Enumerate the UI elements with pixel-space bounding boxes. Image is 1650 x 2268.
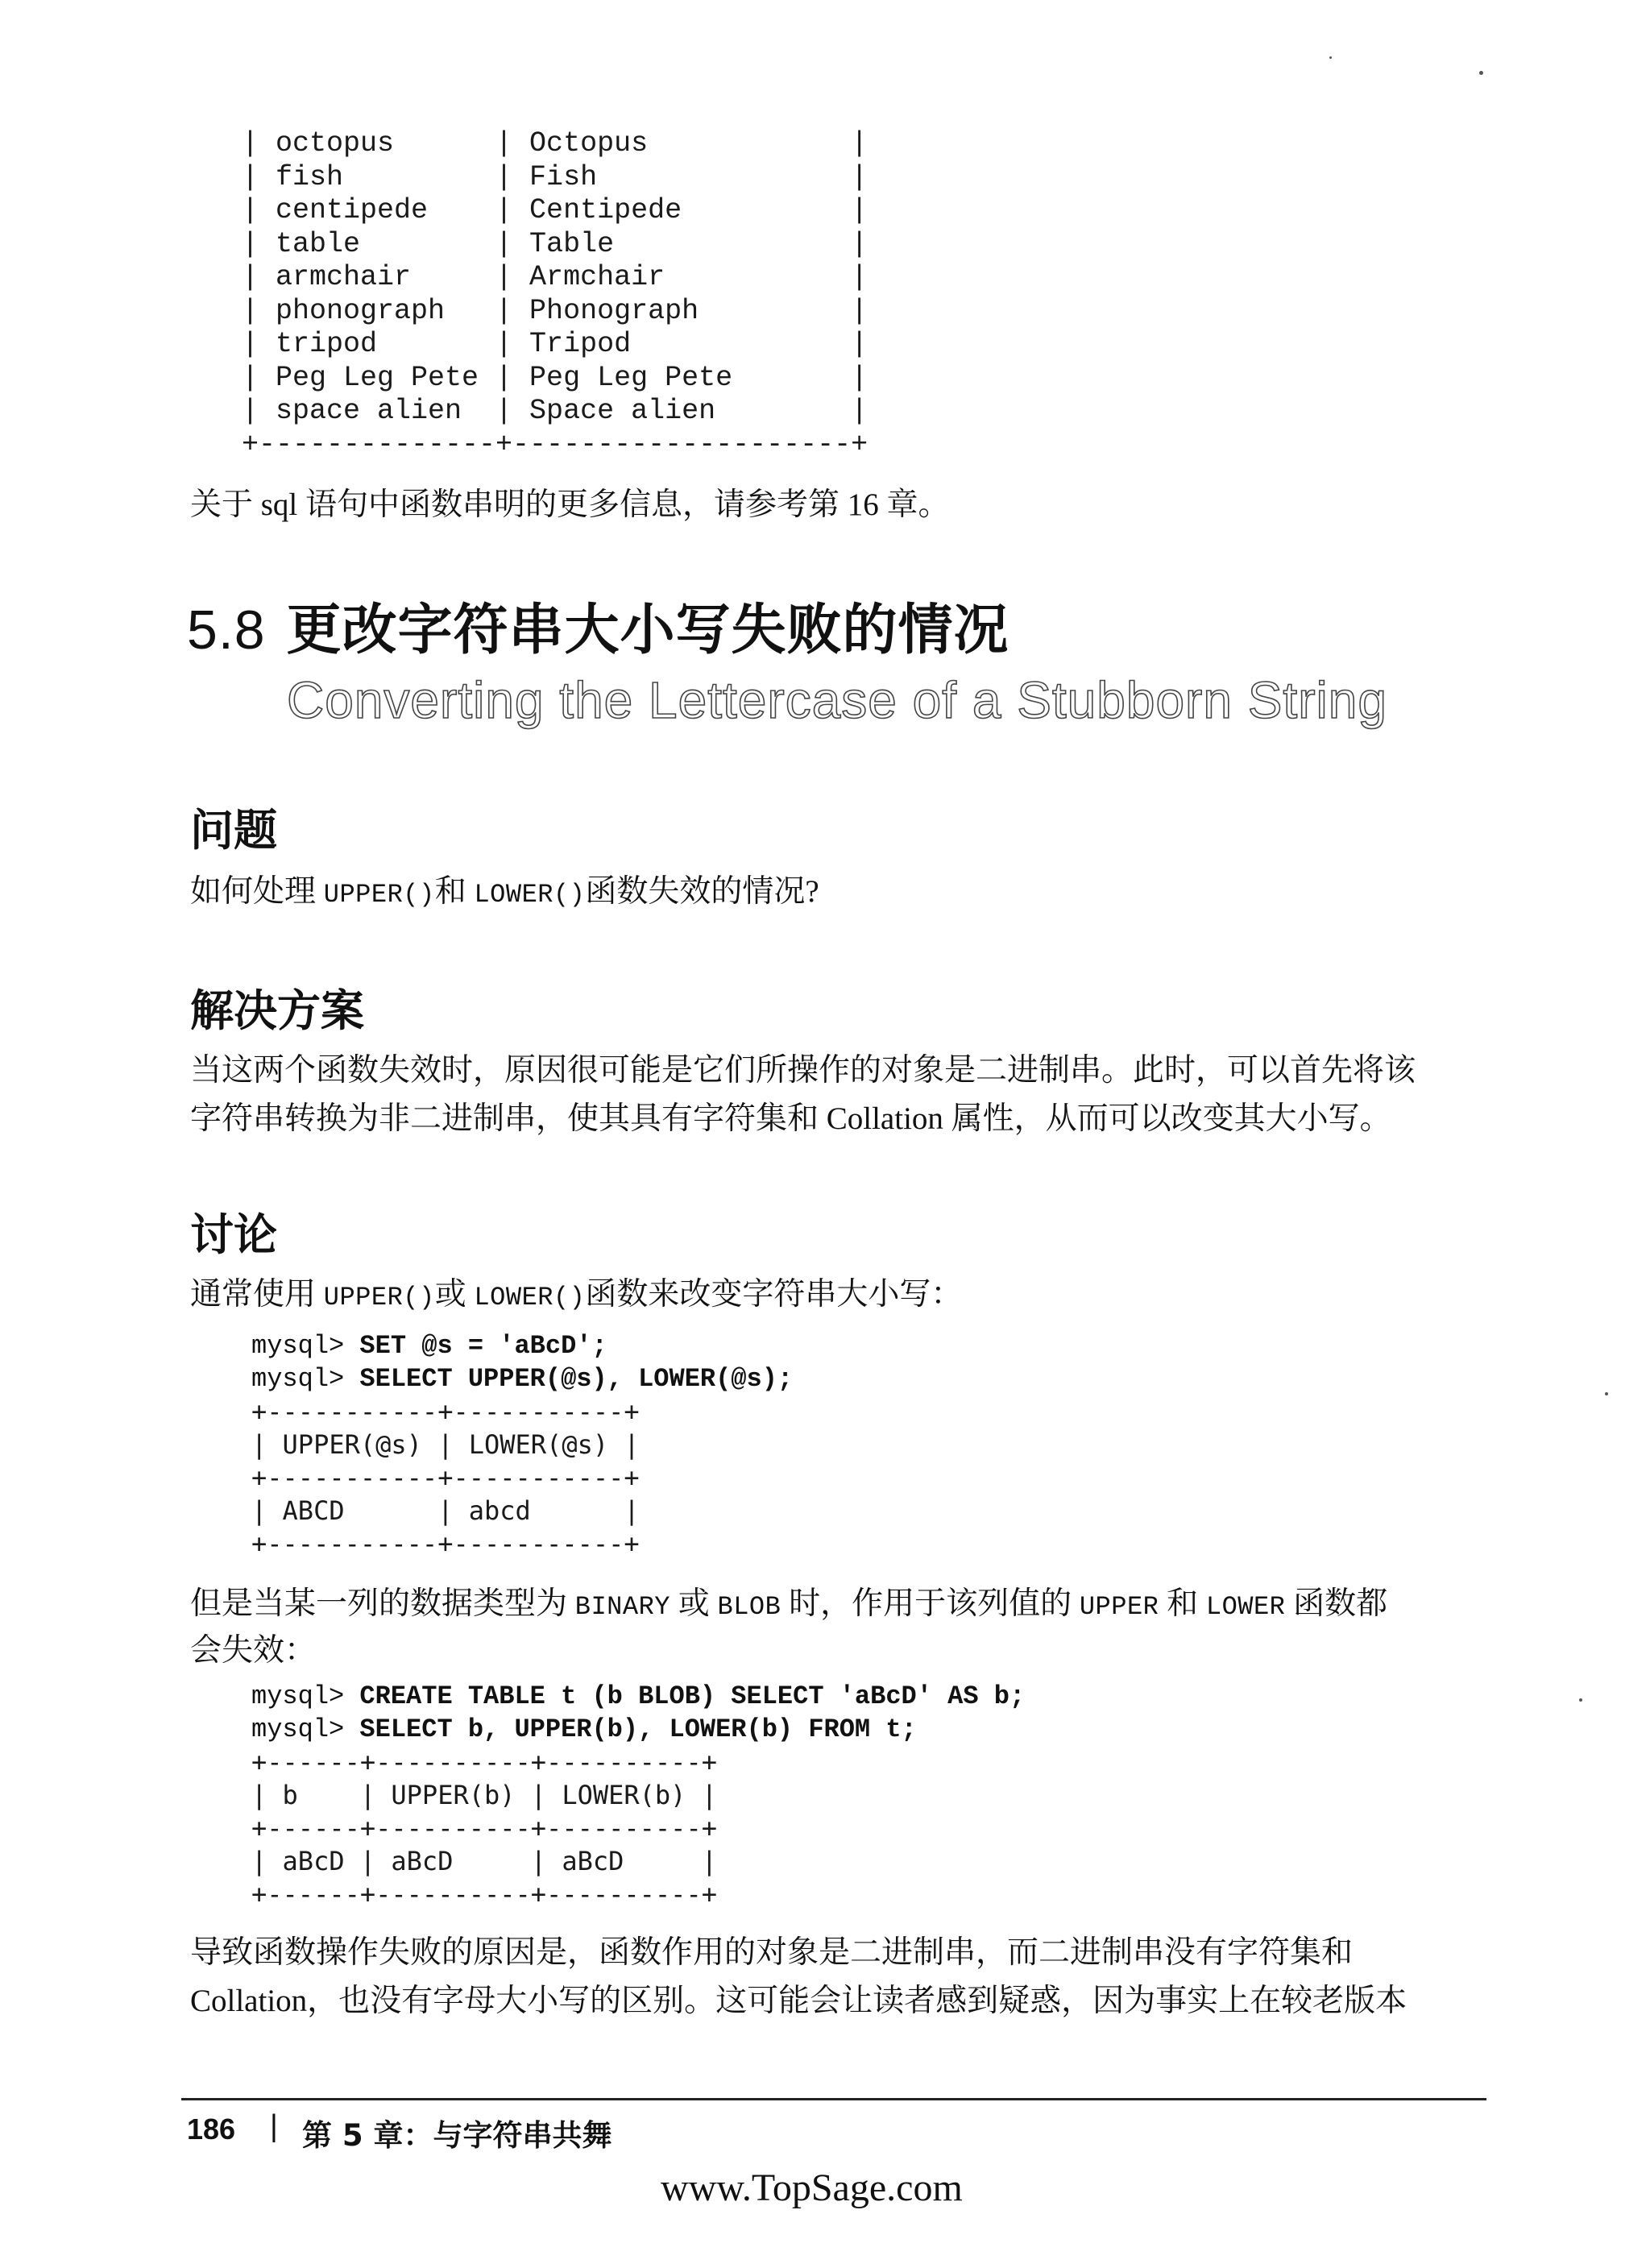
discussion-text-part: 或	[670, 1586, 718, 1621]
discussion-intro	[190, 1271, 1479, 1321]
problem-text-part: 函数失效的情况?	[585, 874, 819, 909]
problem-heading: 问题	[190, 805, 277, 856]
footer-rule	[181, 2098, 1486, 2100]
problem-text	[190, 869, 1479, 918]
section-subtitle: Converting the Lettercase of a Stubborn String	[287, 671, 1387, 729]
footer-separator: |	[270, 2109, 278, 2143]
solution-line-1: 当这两个函数失效时，原因很可能是它们所操作的对象是二进制串。此时，可以首先将该	[190, 1053, 1416, 1088]
code-line	[251, 1329, 793, 1362]
footer-url: www.TopSage.com	[661, 2166, 963, 2209]
discussion-para-2	[190, 1581, 1479, 1631]
discussion-text-part: 函数来改变字符串大小写：	[585, 1277, 963, 1312]
solution-line-2: 字符串转换为非二进制串，使其具有字符集和 Collation 属性，从而可以改变其大小写。	[190, 1101, 1391, 1136]
section-title: 更改字符串大小写失败的情况	[286, 598, 1009, 662]
intro-note: 关于 sql 语句中函数串明的更多信息，请参考第 16 章。	[190, 487, 950, 522]
code-command: CREATE TABLE t (b BLOB) SELECT 'aBcD' AS b;	[359, 1681, 1026, 1711]
code-prompt: mysql>	[251, 1681, 360, 1711]
discussion-text-part: 时，作用于该列值的	[781, 1586, 1080, 1621]
discussion-para-2-line-2: 会失效：	[190, 1633, 317, 1668]
discussion-text-part: 或	[434, 1277, 475, 1312]
discussion-para-3-line-2: Collation，也没有字母大小写的区别。这可能会让读者感到疑惑，因为事实上在较老版本	[190, 1984, 1407, 2018]
code-command: SELECT UPPER(@s), LOWER(@s);	[359, 1364, 794, 1394]
scan-speck	[1605, 1392, 1608, 1395]
section-heading	[187, 587, 1009, 665]
code-example-1	[251, 1329, 793, 1561]
code-example-2	[251, 1680, 1025, 1911]
code-output-table: +------+----------+----------+ | b | UPPER(b) | LOWER(b) | +------+----------+----------+ | aBcD | aBcD | aBcD | +------+----------+----------+	[251, 1747, 717, 1909]
discussion-text-part: 通常使用	[190, 1277, 324, 1312]
section-number: 5.8	[187, 599, 266, 661]
scan-speck	[1329, 56, 1332, 59]
code-command: SELECT b, UPPER(b), LOWER(b) FROM t;	[359, 1714, 917, 1744]
inline-code: BLOB	[717, 1592, 781, 1622]
code-command: SET @s = 'aBcD';	[359, 1331, 607, 1361]
footer-chapter: 第 5 章：与字符串共舞	[302, 2118, 612, 2153]
scan-speck	[1579, 1698, 1582, 1702]
inline-code: LOWER()	[474, 880, 586, 910]
page-number: 186	[187, 2113, 236, 2146]
inline-code: LOWER()	[474, 1283, 586, 1312]
result-table-top: | octopus | Octopus | | fish | Fish | | centipede | Centipede | | table | Table | | armchair | Armchair | | phonograph | Phonograph | | tripod | Tripod | | Peg Leg Pete | Peg Leg Pete | | space alien | Space alien | +--------------+--------------------+	[242, 127, 869, 461]
code-line	[251, 1713, 1025, 1746]
discussion-text-part: 函数都	[1285, 1586, 1388, 1621]
discussion-para-3-line-1: 导致函数操作失败的原因是，函数作用的对象是二进制串，而二进制串没有字符集和	[190, 1935, 1354, 1970]
code-line	[251, 1680, 1025, 1713]
solution-heading: 解决方案	[190, 985, 364, 1036]
inline-code: UPPER()	[323, 1283, 435, 1312]
scan-speck	[1479, 71, 1483, 75]
inline-code: UPPER	[1079, 1592, 1159, 1622]
discussion-heading: 讨论	[190, 1209, 277, 1260]
code-prompt: mysql>	[251, 1714, 360, 1744]
code-line	[251, 1362, 793, 1395]
inline-code: BINARY	[574, 1592, 670, 1622]
problem-text-part: 如何处理	[190, 874, 324, 909]
discussion-text-part: 和	[1159, 1586, 1206, 1621]
inline-code: UPPER()	[323, 880, 435, 910]
code-prompt: mysql>	[251, 1331, 360, 1361]
code-prompt: mysql>	[251, 1364, 360, 1394]
discussion-text-part: 但是当某一列的数据类型为	[190, 1586, 575, 1621]
inline-code: LOWER	[1205, 1592, 1286, 1622]
problem-text-part: 和	[434, 874, 475, 909]
code-output-table: +-----------+-----------+ | UPPER(@s) | LOWER(@s) | +-----------+-----------+ | ABCD | abcd | +-----------+-----------+	[251, 1396, 640, 1559]
